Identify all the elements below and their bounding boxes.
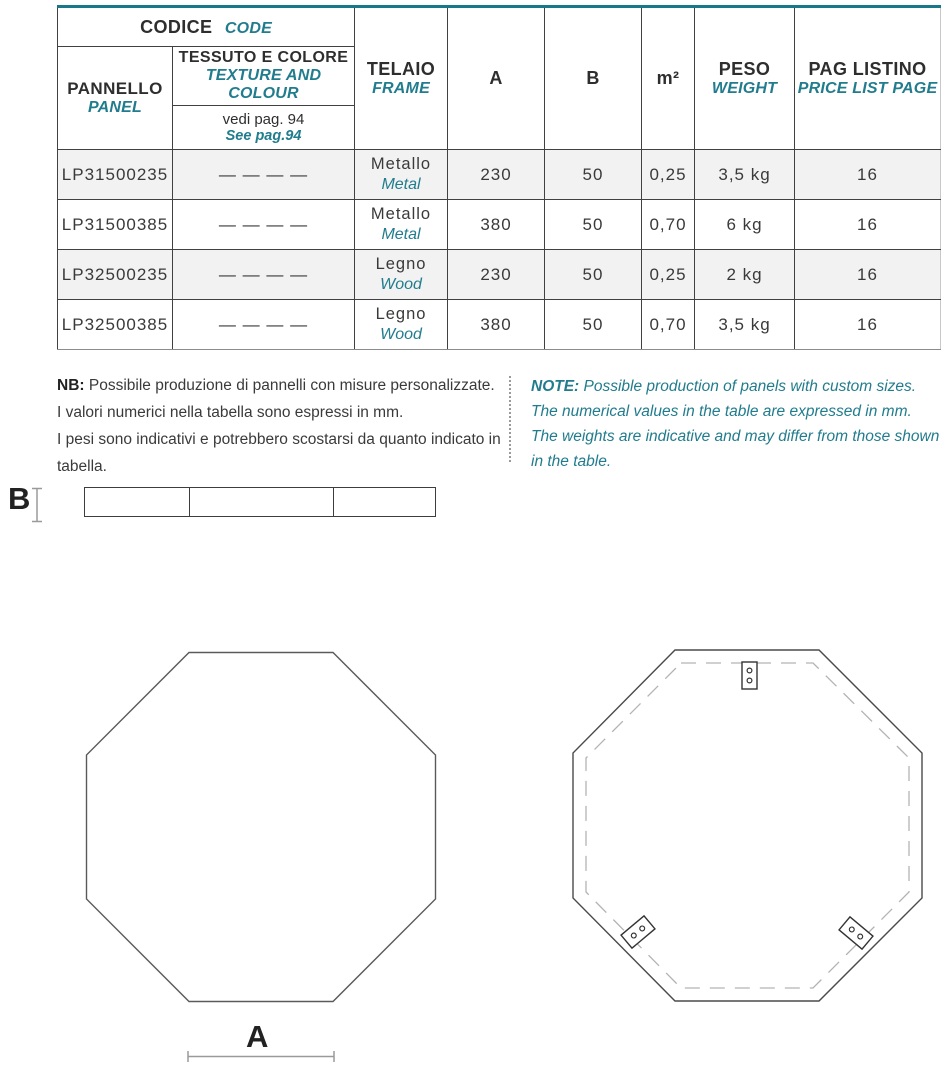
table-row: [58, 200, 941, 250]
header-pag-listino: [795, 7, 941, 150]
note-en-line: The weights are indicative and may differ from those shown in the table.: [531, 428, 940, 470]
cell-page: 16: [795, 300, 941, 350]
side-view-divider: [189, 488, 190, 516]
cell-texture: — — — —: [173, 200, 355, 250]
table-row: [58, 250, 941, 300]
cell-code: LP31500235: [58, 150, 173, 200]
cell-frame: Legno Wood: [355, 300, 448, 350]
note-it-line: I valori numerici nella tabella sono espressi in mm.: [57, 404, 404, 421]
header-pannello-en: PANEL: [87, 99, 143, 116]
header-peso-en: WEIGHT: [711, 80, 778, 97]
cell-code: LP32500385: [58, 300, 173, 350]
cell-m2: 0,70: [642, 200, 695, 250]
header-tessuto-note-it: vedi pag. 94: [222, 111, 305, 128]
table-row: [58, 300, 941, 350]
header-b: B: [545, 7, 642, 150]
header-m2: m²: [642, 7, 695, 150]
cell-b: 50: [545, 150, 642, 200]
header-tessuto-en: TEXTURE AND COLOUR: [205, 67, 322, 102]
header-peso: [695, 7, 795, 150]
cell-weight: 3,5 kg: [695, 150, 795, 200]
cell-weight: 3,5 kg: [695, 300, 795, 350]
cell-frame: Legno Wood: [355, 250, 448, 300]
header-tessuto: [173, 47, 355, 106]
header-telaio-en: FRAME: [372, 80, 430, 97]
mounting-bracket-top: [742, 662, 757, 689]
note-english: [531, 374, 941, 474]
header-peso-it: PESO: [718, 59, 771, 79]
notes-dotted-divider: [509, 376, 511, 462]
cell-page: 16: [795, 150, 941, 200]
header-codice-en: CODE: [224, 19, 272, 37]
note-en-line: The numerical values in the table are expressed in mm.: [531, 403, 912, 420]
cell-b: 50: [545, 250, 642, 300]
cell-page: 16: [795, 200, 941, 250]
cell-b: 50: [545, 200, 642, 250]
cell-texture: — — — —: [173, 300, 355, 350]
note-italian: [57, 372, 527, 480]
table-row: [58, 150, 941, 200]
header-telaio-it: TELAIO: [366, 59, 436, 79]
note-en-line: NOTE: Possible production of panels with custom sizes.: [531, 378, 917, 395]
cell-weight: 2 kg: [695, 250, 795, 300]
cell-a: 380: [448, 200, 545, 250]
cell-texture: — — — —: [173, 150, 355, 200]
dimension-b-marker: [30, 486, 44, 524]
spec-table: [57, 5, 941, 350]
header-tessuto-it: TESSUTO E COLORE: [178, 49, 349, 66]
cell-texture: — — — —: [173, 250, 355, 300]
header-pannello-it: PANNELLO: [67, 79, 163, 98]
note-label: NOTE:: [531, 378, 580, 395]
header-codice: [58, 7, 355, 47]
cell-frame: Metallo Metal: [355, 150, 448, 200]
dimension-a-marker: [185, 1048, 337, 1065]
cell-b: 50: [545, 300, 642, 350]
panel-back-view-octagon: [571, 648, 925, 1005]
note-it-line: I pesi sono indicativi e potrebbero scostarsi da quanto indicato in tabella.: [57, 431, 501, 475]
header-pag-it: PAG LISTINO: [808, 59, 927, 79]
header-tessuto-note: [173, 106, 355, 150]
cell-m2: 0,25: [642, 250, 695, 300]
cell-code: LP31500385: [58, 200, 173, 250]
cell-a: 380: [448, 300, 545, 350]
cell-m2: 0,70: [642, 300, 695, 350]
cell-code: LP32500235: [58, 250, 173, 300]
header-pannello: [58, 47, 173, 150]
header-telaio: [355, 7, 448, 150]
cell-a: 230: [448, 250, 545, 300]
cell-frame: Metallo Metal: [355, 200, 448, 250]
panel-front-view-octagon: [85, 651, 437, 1003]
header-pag-en: PRICE LIST PAGE: [797, 80, 938, 97]
cell-weight: 6 kg: [695, 200, 795, 250]
panel-side-view: [84, 487, 436, 517]
dimension-a-label: A: [246, 1019, 269, 1054]
nb-label: NB:: [57, 377, 85, 394]
header-a: A: [448, 7, 545, 150]
cell-a: 230: [448, 150, 545, 200]
cell-m2: 0,25: [642, 150, 695, 200]
side-view-divider: [333, 488, 334, 516]
header-codice-it: CODICE: [140, 16, 213, 37]
cell-page: 16: [795, 250, 941, 300]
header-tessuto-note-en: See pag.94: [225, 128, 302, 144]
note-it-line: NB: Possibile produzione di pannelli con misure personalizzate.: [57, 377, 495, 394]
back-view-outline: [573, 650, 922, 1001]
dimension-b-label: B: [8, 481, 31, 516]
